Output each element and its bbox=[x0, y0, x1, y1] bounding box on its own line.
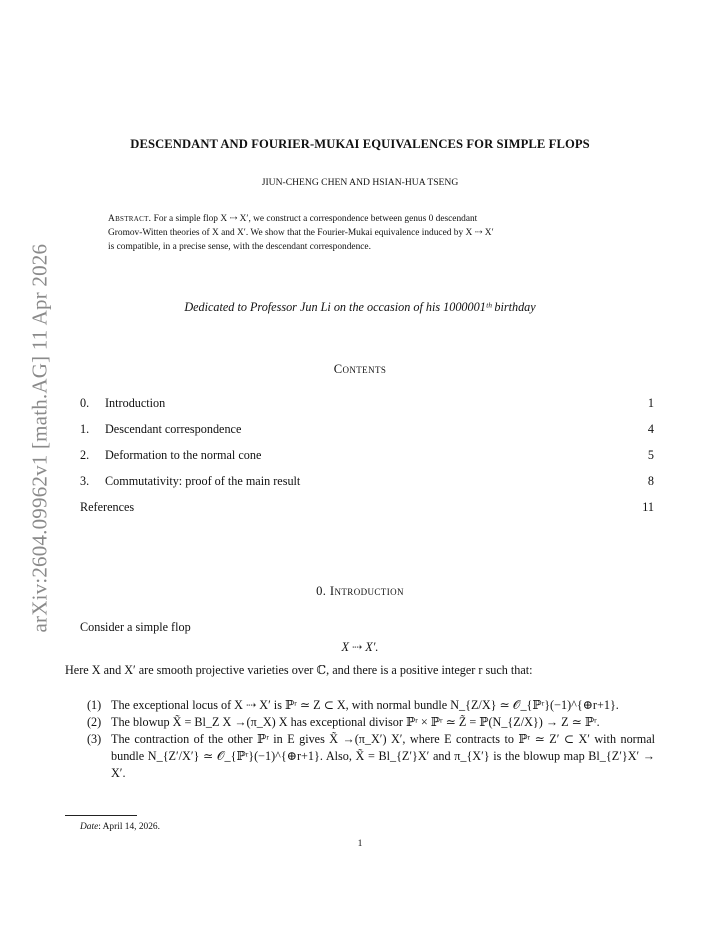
toc-page: 1 bbox=[647, 396, 654, 410]
toc-page: 8 bbox=[647, 474, 654, 488]
footnote-label: Date bbox=[80, 822, 99, 832]
toc-entry-references[interactable] bbox=[80, 500, 654, 526]
footnote-text: : April 14, 2026. bbox=[98, 822, 160, 832]
list-item bbox=[87, 714, 655, 731]
toc-title: Descendant correspondence bbox=[105, 422, 242, 436]
authors: JIUN-CHENG CHEN AND HSIAN-HUA TSENG bbox=[261, 177, 459, 188]
table-of-contents bbox=[80, 396, 654, 526]
dedication: Dedicated to Professor Jun Li on the occasion of his 1000001ᵗʰ birthday bbox=[184, 300, 536, 314]
contents-heading: Contents bbox=[333, 362, 387, 376]
list-item bbox=[87, 731, 655, 782]
toc-page: 5 bbox=[647, 448, 654, 462]
toc-entry-introduction[interactable] bbox=[80, 396, 654, 422]
abstract bbox=[108, 212, 614, 254]
toc-number: 0. bbox=[80, 396, 90, 410]
toc-entry-descendant[interactable] bbox=[80, 422, 654, 448]
toc-title: Introduction bbox=[105, 396, 166, 410]
toc-number: 1. bbox=[80, 422, 90, 436]
abstract-label: Abstract. bbox=[108, 214, 152, 224]
abstract-line-3: is compatible, in a precise sense, with the descendant correspondence. bbox=[108, 242, 371, 252]
footnote bbox=[80, 822, 160, 832]
condition-list bbox=[87, 697, 655, 782]
toc-title: References bbox=[80, 500, 135, 514]
paper-title: DESCENDANT AND FOURIER-MUKAI EQUIVALENCES FOR SIMPLE FLOPS bbox=[130, 137, 590, 151]
toc-title: Deformation to the normal cone bbox=[105, 448, 262, 462]
toc-number: 3. bbox=[80, 474, 90, 488]
list-item-label: (2) bbox=[87, 715, 102, 729]
toc-page: 11 bbox=[642, 500, 654, 514]
toc-title: Commutativity: proof of the main result bbox=[105, 474, 301, 488]
list-item-text: The contraction of the other ℙʳ in E gives X̃ →(π_X′) X′, where E contracts to ℙʳ ≃ Z′ ⊂ X′ with normal bundle N_{Z′/X′} ≃ 𝒪_{ℙʳ}(−1)^{⊕r+1}. Also, X̃ = Bl_{Z′}X′ and π_{X′} is the blowup map Bl_{Z′}X′ → X′. bbox=[111, 732, 655, 780]
section-number: 0. bbox=[316, 584, 327, 598]
paragraph-1: Consider a simple flop bbox=[80, 620, 191, 634]
list-item bbox=[87, 697, 655, 714]
page-number: 1 bbox=[357, 838, 363, 849]
footnote-rule bbox=[65, 815, 137, 816]
abstract-line-2: Gromov-Witten theories of X and X′. We show that the Fourier-Mukai equivalence induced by X ⇢ X′ bbox=[108, 228, 494, 238]
list-item-text: The exceptional locus of X ⇢ X′ is ℙʳ ≃ Z ⊂ X, with normal bundle N_{Z/X} ≃ 𝒪_{ℙʳ}(−1)^{⊕r+1}. bbox=[111, 698, 619, 712]
section-title: Introduction bbox=[329, 584, 404, 598]
toc-entry-deformation[interactable] bbox=[80, 448, 654, 474]
arxiv-stamp: arXiv:2604.09962v1 [math.AG] 11 Apr 2026 bbox=[27, 243, 52, 633]
display-equation: X ⇢ X′. bbox=[341, 640, 379, 654]
paragraph-2: Here X and X′ are smooth projective varieties over ℂ, and there is a positive integer r such that: bbox=[65, 663, 533, 677]
list-item-text: The blowup X̃ = Bl_Z X →(π_X) X has exceptional divisor ℙʳ × ℙʳ ≃ Z̃ = ℙ(N_{Z/X}) → Z ≃ ℙʳ. bbox=[111, 715, 600, 729]
toc-page: 4 bbox=[647, 422, 654, 436]
list-item-label: (3) bbox=[87, 732, 102, 746]
toc-entry-commutativity[interactable] bbox=[80, 474, 654, 500]
toc-number: 2. bbox=[80, 448, 90, 462]
list-item-label: (1) bbox=[87, 698, 102, 712]
abstract-line-1 bbox=[108, 212, 614, 226]
abstract-text-1: For a simple flop X ⇢ X′, we construct a correspondence between genus 0 descendant bbox=[153, 214, 478, 224]
section-heading bbox=[0, 584, 720, 599]
